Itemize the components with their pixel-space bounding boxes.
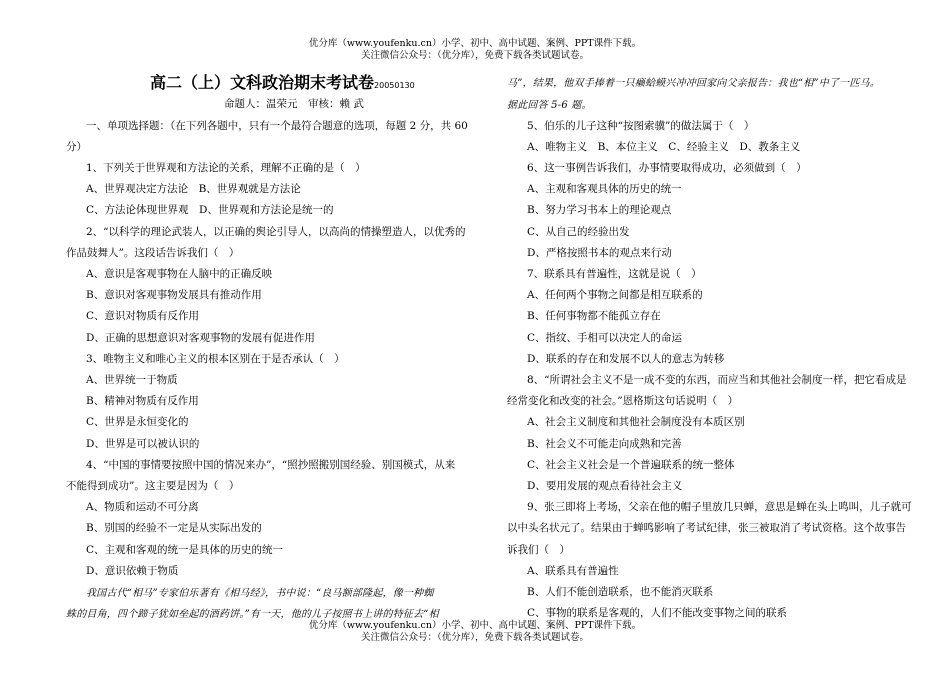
- question-5: 5、伯乐的儿子这种“按图索骥”的做法属于（ ）: [527, 120, 755, 132]
- question-2-option-b: B、意识对客观事物发展具有推动作用: [86, 289, 262, 301]
- question-6-option-c: C、从自己的经验出发: [527, 226, 630, 238]
- header-line-2: 关注微信公众号：（优分库），免费下载各类试题试卷。: [360, 50, 589, 61]
- question-4-option-c: C、主观和客观的统一是具体的历史的统一: [86, 544, 284, 556]
- exam-authors: 命题人：温荣元 审核：赖 武: [224, 98, 364, 110]
- question-5-options: A、唯物主义 B、本位主义 C、经验主义 D、教条主义: [527, 141, 801, 153]
- exam-title: [150, 70, 415, 93]
- question-4-cont: 不能得到成功”。这主要是因为（ ）: [66, 480, 240, 492]
- question-1-options-ab: A、世界观决定方法论 B、世界观就是方法论: [86, 183, 301, 195]
- story-passage-3: 马”，结果，他双手捧着一只癞蛤蟆兴冲冲回家向父亲报告：我也“相”中了一匹马。: [507, 78, 880, 89]
- page-footer: [0, 620, 950, 644]
- footer-line-1: 优分库（www.youfenku.cn）小学、初中、高中试题、案例、PPT课件下载。: [308, 620, 642, 631]
- question-9: 9、张三即将上考场，父亲在他的帽子里放几只蝉，意思是蝉在头上鸣叫，儿子就可: [527, 501, 912, 513]
- question-7-option-b: B、任何事物都不能孤立存在: [527, 310, 661, 322]
- question-2-cont: 作品鼓舞人”。这段话告诉我们（ ）: [66, 247, 240, 259]
- question-2-option-d: D、正确的思想意识对客观事物的发展有促进作用: [86, 332, 315, 344]
- exam-title-text: 高二（上）文科政治期末考试卷: [150, 73, 375, 92]
- question-6-option-d: D、严格按照书本的观点来行动: [527, 247, 672, 259]
- question-2: 2、“以科学的理论武装人，以正确的舆论引导人，以高尚的情操塑造人，以优秀的: [86, 226, 466, 238]
- question-9-option-b: B、人们不能创造联系，也不能消灭联系: [527, 586, 714, 598]
- question-1: 1、下列关于世界观和方法论的关系，理解不正确的是（ ）: [86, 162, 366, 174]
- question-8: 8、“所谓社会主义不是一成不变的东西，而应当和其他社会制度一样，把它看成是: [527, 374, 907, 386]
- question-8-cont: 经常变化和改变的社会。”恩格斯这句话说明（ ）: [507, 395, 739, 407]
- question-2-option-a: A、意识是客观事物在人脑中的正确反映: [86, 268, 273, 280]
- question-1-options-cd: C、方法论体现世界观 D、世界观和方法论是统一的: [86, 204, 334, 216]
- question-7: 7、联系具有普遍性，这就是说（ ）: [527, 268, 702, 280]
- question-7-option-a: A、任何两个事物之间都是相互联系的: [527, 289, 703, 301]
- question-9-cont-2: 诉我们（ ）: [507, 544, 570, 556]
- question-3-option-c: C、世界是永恒变化的: [86, 416, 189, 428]
- question-2-option-c: C、意识对物质有反作用: [86, 310, 200, 322]
- question-4-option-d: D、意识依赖于物质: [86, 565, 179, 577]
- question-6-option-b: B、努力学习书本上的理论观点: [527, 204, 672, 216]
- question-7-option-c: C、指纹、手相可以决定人的命运: [527, 332, 683, 344]
- question-3-option-d: D、世界是可以被认识的: [86, 438, 200, 450]
- question-9-option-a: A、联系具有普遍性: [527, 565, 619, 577]
- question-8-option-d: D、要用发展的观点看待社会主义: [527, 480, 683, 492]
- question-4-option-b: B、别国的经验不一定是从实际出发的: [86, 522, 262, 534]
- story-passage-1: 我国古代“相马”专家伯乐著有《相马经》，书中说：“良马额部隆起，像一种蜘: [86, 588, 434, 599]
- header-line-1: 优分库（www.youfenku.cn）小学、初中、高中试题、案例、PPT课件下载。: [308, 38, 642, 49]
- question-6-option-a: A、主观和客观具体的历史的统一: [527, 183, 682, 195]
- section-heading: 一、单项选择题：（在下列各题中，只有一个最符合题意的选项，每题 2 分，共 60: [86, 120, 468, 132]
- exam-date: 20050130: [374, 81, 415, 90]
- question-3: 3、唯物主义和唯心主义的根本区别在于是否承认（ ）: [86, 353, 345, 365]
- question-3-option-a: A、世界统一于物质: [86, 374, 178, 386]
- question-9-option-c: C、事物的联系是客观的，人们不能改变事物之间的联系: [527, 607, 788, 619]
- footer-line-2: 关注微信公众号：（优分库），免费下载各类试题试卷。: [360, 632, 589, 643]
- question-4: 4、“中国的事情要按照中国的情况来办”，“照抄照搬别国经验、别国模式，从来: [86, 459, 456, 471]
- question-8-option-c: C、社会主义社会是一个普遍联系的统一整体: [527, 459, 735, 471]
- page-header: [0, 38, 950, 62]
- question-9-cont-1: 以中头名状元了。结果由于蝉鸣影响了考试纪律，张三被取消了考试资格。这个故事告: [507, 522, 906, 534]
- question-3-option-b: B、精神对物质有反作用: [86, 395, 199, 407]
- question-6: 6、这一事例告诉我们，办事情要取得成功，必须做到（ ）: [527, 162, 807, 174]
- story-passage-2: 蛛的目角，四个蹄子犹如垒起的酒药饼。”有一天，他的儿子按照书上讲的特征去“相: [66, 609, 439, 620]
- section-heading-cont: 分）: [66, 141, 87, 153]
- question-7-option-d: D、联系的存在和发展不以人的意志为转移: [527, 353, 725, 365]
- question-4-option-a: A、物质和运动不可分离: [86, 501, 199, 513]
- story-passage-4: 据此回答 5-6 题。: [507, 100, 592, 111]
- question-8-option-b: B、社会义不可能走向成熟和完善: [527, 438, 682, 450]
- question-8-option-a: A、社会主义制度和其他社会制度没有本质区别: [527, 416, 745, 428]
